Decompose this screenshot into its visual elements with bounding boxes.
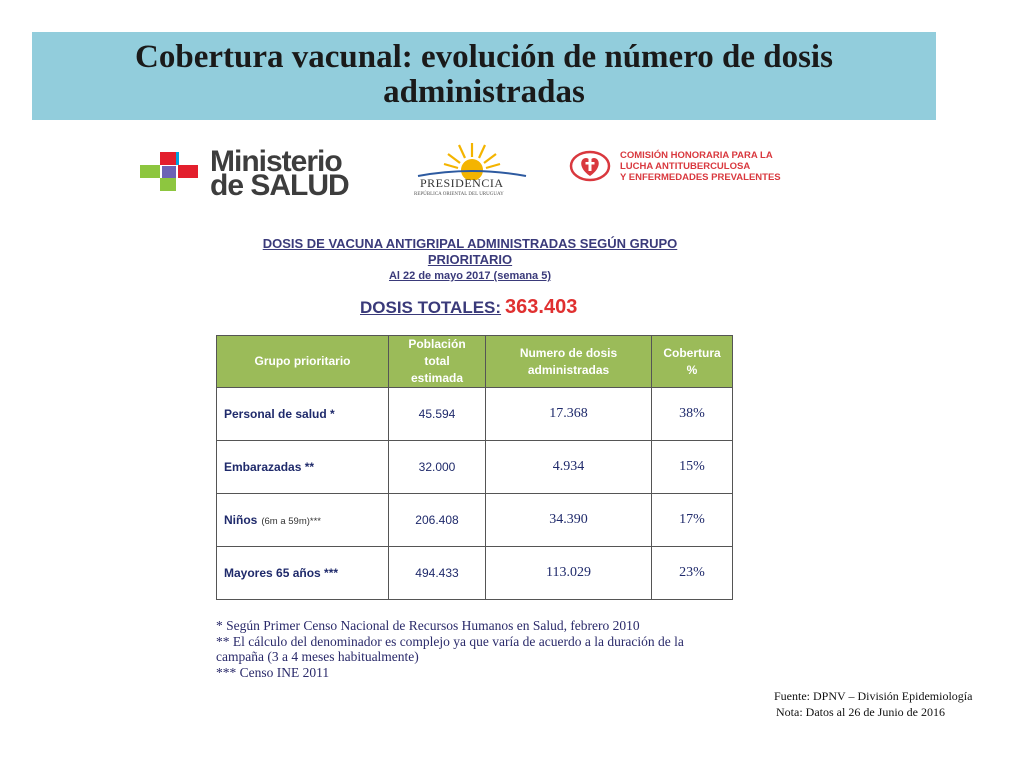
cell-doses: 34.390 — [486, 494, 652, 547]
presidencia-subtitle: REPÚBLICA ORIENTAL DEL URUGUAY — [414, 192, 504, 197]
ministerio-logo-text — [210, 145, 349, 202]
total-doses-label: DOSIS TOTALES: — [360, 298, 502, 317]
header-cobertura — [652, 336, 733, 388]
cell-population: 494.433 — [389, 547, 486, 600]
cell-population: 45.594 — [389, 388, 486, 441]
table-row — [217, 494, 733, 547]
cell-group — [217, 494, 389, 547]
header-dosis-text: Numero de dosis administradas — [519, 345, 618, 377]
comision-logo-line3: Y ENFERMEDADES PREVALENTES — [620, 172, 781, 183]
total-doses — [360, 296, 577, 319]
ministerio-logo-line2: de SALUD — [210, 169, 349, 202]
footnote: * Según Primer Censo Nacional de Recursos Humanos en Salud, febrero 2010 — [216, 618, 640, 633]
ministerio-de-salud-logo — [140, 145, 370, 202]
report-heading — [220, 236, 720, 268]
slide-title-line2: administradas — [383, 74, 585, 110]
cell-group: Embarazadas ** — [217, 441, 389, 494]
footnote: ** El cálculo del denominador es complejo ya que varía de acuerdo a la duración de la — [216, 633, 684, 649]
table-header-row — [217, 336, 733, 388]
cell-group: Mayores 65 años *** — [217, 547, 389, 600]
cell-population: 206.408 — [389, 494, 486, 547]
footnote: *** Censo INE 2011 — [216, 664, 330, 680]
header-grupo: Grupo prioritario — [217, 336, 389, 388]
cell-coverage: 15% — [652, 441, 733, 494]
footnotes — [216, 618, 736, 680]
presidencia-word: PRESIDENCIA — [420, 176, 504, 190]
report-date: Al 22 de mayo 2017 (semana 5) — [388, 270, 552, 282]
title-banner — [32, 32, 936, 120]
header-poblacion — [389, 336, 486, 388]
source-line: Fuente: DPNV – División Epidemiología — [774, 689, 973, 703]
heart-cross-icon — [568, 150, 612, 182]
slide-title — [32, 40, 936, 110]
report-heading-line2: PRIORITARIO — [427, 252, 513, 267]
comision-honoraria-logo — [568, 150, 818, 186]
cell-coverage: 38% — [652, 388, 733, 441]
sun-emblem-icon — [408, 140, 536, 180]
comision-logo-line2: LUCHA ANTITUBERCULOSA — [620, 161, 751, 172]
cell-doses: 113.029 — [486, 547, 652, 600]
total-doses-value: 363.403 — [505, 296, 578, 318]
comision-logo-line1: COMISIÓN HONORARIA PARA LA — [620, 150, 773, 161]
cell-coverage: 23% — [652, 547, 733, 600]
source-note — [774, 688, 972, 720]
table-row — [217, 441, 733, 494]
table-row — [217, 388, 733, 441]
header-poblacion-text: Población total estimada — [408, 337, 466, 385]
report-heading-line1: DOSIS DE VACUNA ANTIGRIPAL ADMINISTRADAS SEGÚN GRUPO — [262, 236, 678, 251]
health-cross-icon — [140, 152, 200, 192]
ministerio-logo-line1: Ministerio — [210, 145, 342, 178]
cell-group-label: Niños — [224, 513, 258, 527]
vaccination-table — [216, 335, 733, 600]
comision-logo-text — [620, 150, 781, 183]
cell-group-note: (6m a 59m)*** — [261, 516, 322, 527]
cell-doses: 17.368 — [486, 388, 652, 441]
presidencia-logo — [408, 140, 536, 198]
slide-title-line1: Cobertura vacunal: evolución de número de dosis — [135, 39, 833, 75]
table-row — [217, 547, 733, 600]
header-cobertura-text: Cobertura % — [663, 345, 721, 377]
cell-doses: 4.934 — [486, 441, 652, 494]
cell-population: 32.000 — [389, 441, 486, 494]
footnote: campaña (3 a 4 meses habitualmente) — [216, 649, 419, 664]
date-note-line: Nota: Datos al 26 de Junio de 2016 — [776, 705, 945, 719]
cell-group: Personal de salud * — [217, 388, 389, 441]
cell-coverage: 17% — [652, 494, 733, 547]
header-dosis — [486, 336, 652, 388]
